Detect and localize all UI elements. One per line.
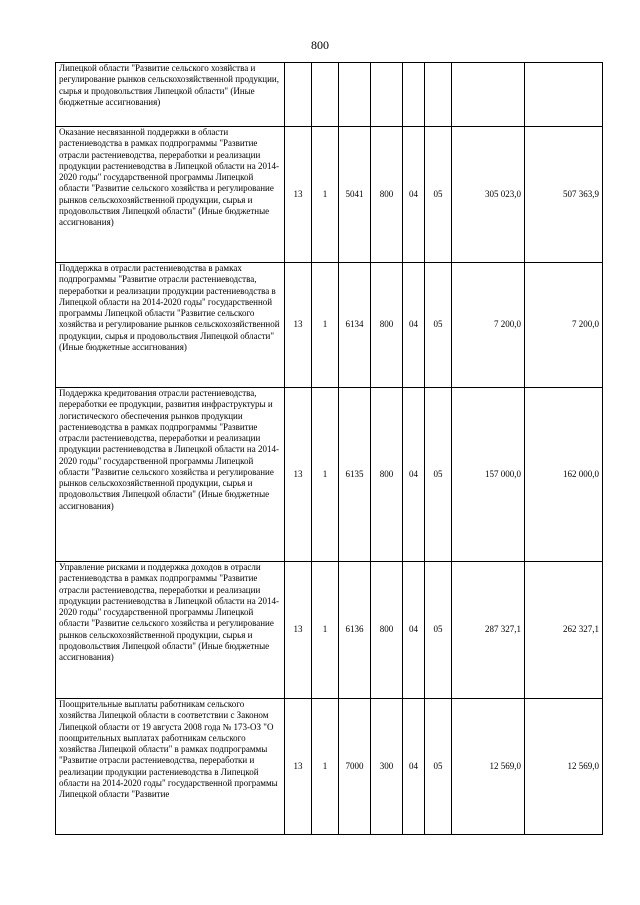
cell-target-code: 6134 [339, 263, 371, 388]
cell-amount-1: 287 327,1 [452, 562, 525, 699]
cell-subsection: 05 [425, 263, 452, 388]
cell-amount-2: 262 327,1 [525, 562, 603, 699]
cell-amount-2: 507 363,9 [525, 127, 603, 263]
table-row [56, 388, 603, 562]
cell-target-code: 6135 [339, 388, 371, 562]
cell-program [285, 63, 312, 127]
cell-program: 13 [285, 127, 312, 263]
row-description: Поддержка кредитования отрасли растениеводства, переработки ее продукции, развития инфраструктуры и логистического обеспечения рынков продукции растениеводства в рамках подпрограммы "Развитие отрасли растениеводства, переработки и реализации продукции растениеводства в Липецкой области на 2014-2020 годы" государственной программы Липецкой области "Развитие сельского хозяйства и регулирование рынков сельскохозяйственной продукции, сырья и продовольствия Липецкой области" (Иные бюджетные ассигнования) [56, 388, 285, 562]
budget-table [55, 62, 603, 835]
cell-amount-1: 157 000,0 [452, 388, 525, 562]
row-description: Поощрительные выплаты работникам сельского хозяйства Липецкой области в соответствии с Законом Липецкой области от 19 августа 2008 года № 173-ОЗ "О поощрительных выплатах работникам сельского хозяйства Липецкой области" в рамках подпрограммы "Развитие отрасли растениеводства, переработки и реализации продукции растениеводства в Липецкой области на 2014-2020 годы" государственной программы Липецкой области "Развитие [56, 699, 285, 835]
cell-program: 13 [285, 388, 312, 562]
cell-subprogram [312, 63, 339, 127]
cell-amount-2: 162 000,0 [525, 388, 603, 562]
cell-section: 04 [403, 562, 425, 699]
cell-section [403, 63, 425, 127]
cell-expense-type: 800 [371, 388, 403, 562]
cell-expense-type: 800 [371, 127, 403, 263]
cell-amount-2: 7 200,0 [525, 263, 603, 388]
cell-subsection: 05 [425, 562, 452, 699]
cell-subsection: 05 [425, 388, 452, 562]
cell-subprogram: 1 [312, 562, 339, 699]
cell-program: 13 [285, 562, 312, 699]
cell-amount-1: 305 023,0 [452, 127, 525, 263]
cell-subprogram: 1 [312, 699, 339, 835]
cell-subprogram: 1 [312, 263, 339, 388]
page-number: 800 [311, 38, 329, 52]
table-row [56, 263, 603, 388]
row-description: Поддержка в отрасли растениеводства в рамках подпрограммы "Развитие отрасли растениеводства, переработки и реализации продукции растениеводства в Липецкой области на 2014-2020 годы" государственной программы Липецкой области "Развитие сельского хозяйства и регулирование рынков сельскохозяйственной продукции, сырья и продовольствия Липецкой области" (Иные бюджетные ассигнования) [56, 263, 285, 388]
row-description: Оказание несвязанной поддержки в области растениеводства в рамках подпрограммы "Развитие отрасли растениеводства, переработки и реализации продукции растениеводства в Липецкой области на 2014-2020 годы" государственной программы Липецкой области "Развитие сельского хозяйства и регулирование рынков сельскохозяйственной продукции, сырья и продовольствия Липецкой области" (Иные бюджетные ассигнования) [56, 127, 285, 263]
cell-subprogram: 1 [312, 388, 339, 562]
cell-amount-1: 12 569,0 [452, 699, 525, 835]
cell-amount-2 [525, 63, 603, 127]
cell-expense-type [371, 63, 403, 127]
cell-target-code [339, 63, 371, 127]
cell-amount-1: 7 200,0 [452, 263, 525, 388]
cell-program: 13 [285, 263, 312, 388]
cell-section: 04 [403, 263, 425, 388]
cell-target-code: 5041 [339, 127, 371, 263]
cell-expense-type: 800 [371, 263, 403, 388]
cell-section: 04 [403, 388, 425, 562]
cell-program: 13 [285, 699, 312, 835]
cell-expense-type: 300 [371, 699, 403, 835]
cell-subsection: 05 [425, 127, 452, 263]
table-row [56, 699, 603, 835]
cell-subsection [425, 63, 452, 127]
table-row [56, 562, 603, 699]
cell-expense-type: 800 [371, 562, 403, 699]
cell-subsection: 05 [425, 699, 452, 835]
cell-section: 04 [403, 699, 425, 835]
cell-subprogram: 1 [312, 127, 339, 263]
cell-section: 04 [403, 127, 425, 263]
cell-amount-2: 12 569,0 [525, 699, 603, 835]
row-description: Липецкой области "Развитие сельского хозяйства и регулирование рынков сельскохозяйственной продукции, сырья и продовольствия Липецкой области" (Иные бюджетные ассигнования) [56, 63, 285, 127]
table-row [56, 63, 603, 127]
cell-amount-1 [452, 63, 525, 127]
table-row [56, 127, 603, 263]
cell-target-code: 6136 [339, 562, 371, 699]
row-description: Управление рисками и поддержка доходов в отрасли растениеводства в рамках подпрограммы "Развитие отрасли растениеводства, переработки и реализации продукции растениеводства в Липецкой области на 2014-2020 годы" государственной программы Липецкой области "Развитие сельского хозяйства и регулирование рынков сельскохозяйственной продукции, сырья и продовольствия Липецкой области" (Иные бюджетные ассигнования) [56, 562, 285, 699]
cell-target-code: 7000 [339, 699, 371, 835]
